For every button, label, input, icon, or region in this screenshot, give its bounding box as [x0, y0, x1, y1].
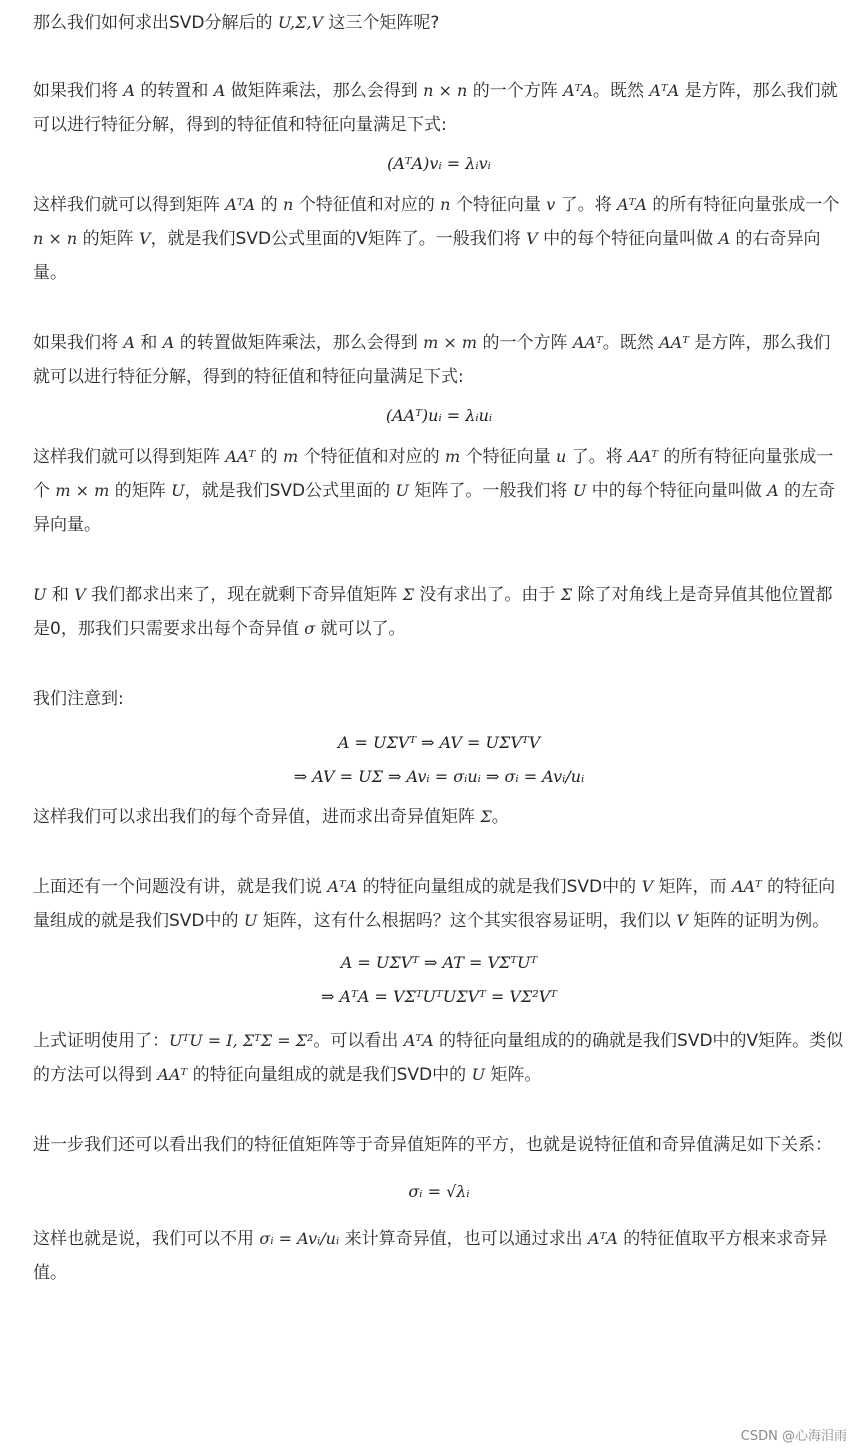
text: 的特征向量组成的就是我们SVD中的 — [187, 1065, 472, 1085]
text: 个特征向量 — [460, 447, 557, 467]
math-inline: n — [440, 195, 451, 214]
text: ，就是我们SVD公式里面的 — [184, 481, 396, 501]
text: 我们都求出来了，现在就剩下奇异值矩阵 — [85, 585, 403, 605]
math-inline: AᵀA — [225, 195, 256, 214]
text: 的矩阵 — [77, 229, 139, 249]
text: 的特征值取平方根来求奇异值。 — [33, 1229, 828, 1283]
math-inline: U — [33, 585, 47, 604]
math-inline: m — [283, 447, 299, 466]
text: 和 — [46, 585, 75, 605]
text: 的特征向量组成的的确就是我们SVD中的V矩阵。类似的方法可以得到 — [33, 1031, 844, 1085]
paragraph-final — [33, 1222, 845, 1290]
math-inline: m × m — [423, 333, 478, 352]
paragraph-eigen-singular-relation: 进一步我们还可以看出我们的特征值矩阵等于奇异值矩阵的平方，也就是说特征值和奇异值满足如下关系： — [33, 1135, 832, 1155]
text: 的矩阵 — [109, 481, 172, 501]
text: 那么我们如何求出SVD分解后的 — [33, 13, 278, 33]
math-inline: n × n — [423, 81, 468, 100]
paragraph-left-singular — [33, 440, 845, 542]
math-inline: AAᵀ — [731, 877, 762, 896]
text: 个特征值和对应的 — [298, 447, 446, 467]
text: 矩阵的证明为例。 — [687, 911, 830, 931]
math-inline: V — [139, 229, 151, 248]
equation-svd-1: A = UΣVᵀ ⇒ AV = UΣVᵀV — [337, 733, 541, 752]
text: 个特征向量 — [450, 195, 547, 215]
text: 。既然 — [602, 333, 660, 353]
math-inline: Σ — [480, 807, 492, 826]
text: 。可以看出 — [313, 1031, 404, 1051]
math-inline: σᵢ = Avᵢ/uᵢ — [259, 1229, 340, 1248]
math-inline: AᵀA — [563, 81, 593, 100]
math-inline: A — [767, 481, 779, 500]
paragraph-aat — [33, 326, 845, 394]
text: 的左奇异向量。 — [33, 481, 836, 535]
text: 的所有特征向量张成一个 — [646, 195, 840, 215]
text: 。既然 — [592, 81, 650, 101]
equation-proof-1: A = UΣVᵀ ⇒ AT = VΣᵀUᵀ — [340, 953, 538, 972]
text: ，就是我们SVD公式里面的V矩阵了。一般我们将 — [150, 229, 527, 249]
text: 这样我们就可以得到矩阵 — [33, 447, 226, 467]
math-inline: A — [123, 333, 135, 352]
equation-proof-2: ⇒ AᵀA = VΣᵀUᵀUΣVᵀ = VΣ²Vᵀ — [321, 987, 557, 1006]
math-inline: AᵀA — [403, 1031, 434, 1050]
watermark: CSDN @心海泪雨 — [740, 1429, 847, 1444]
math-inline: AAᵀ — [572, 333, 603, 352]
text: 矩阵，而 — [653, 877, 732, 897]
math-inline: U — [171, 481, 185, 500]
math-inline: AᵀA — [327, 877, 358, 896]
text: 没有求出了。由于 — [413, 585, 561, 605]
text: 这样也就是说，我们可以不用 — [33, 1229, 260, 1249]
text: 的转置做矩阵乘法，那么会得到 — [174, 333, 424, 353]
math-inline: UᵀU = I, ΣᵀΣ = Σ² — [169, 1031, 314, 1050]
text: 除了对角线上是奇异值其他位置都是0，那我们只需要求出每个奇异值 — [33, 585, 833, 639]
text: 如果我们将 — [33, 333, 124, 353]
text: 矩阵了。一般我们将 — [409, 481, 573, 501]
math-inline: AAᵀ — [225, 447, 256, 466]
text: 就可以了。 — [315, 619, 406, 639]
paragraph-proof-question — [33, 870, 845, 938]
math-inline: AᵀA — [588, 1229, 618, 1248]
paragraph-sigma-result — [33, 800, 845, 834]
text: 矩阵，这有什么根据吗？这个其实很容易证明，我们以 — [257, 911, 677, 931]
math-inline: AᵀA — [649, 81, 680, 100]
text: 做矩阵乘法，那么会得到 — [225, 81, 424, 101]
math-inline: U — [471, 1065, 486, 1084]
math-inline: V — [526, 229, 538, 248]
paragraph-notice: 我们注意到: — [33, 689, 124, 709]
paragraph-proof-conclusion — [33, 1024, 845, 1092]
math-inline: V — [641, 877, 654, 896]
text: 的 — [255, 195, 284, 215]
math-inline: AAᵀ — [157, 1065, 188, 1084]
text: 这样我们可以求出我们的每个奇异值，进而求出奇异值矩阵 — [33, 807, 481, 827]
math-inline: A — [213, 81, 226, 100]
math-inline: AAᵀ — [628, 447, 658, 466]
text: 上面还有一个问题没有讲，就是我们说 — [33, 877, 328, 897]
text: 如果我们将 — [33, 81, 124, 101]
math-inline: Σ — [402, 585, 414, 604]
text: 矩阵。 — [485, 1065, 542, 1085]
math-inline: n — [283, 195, 294, 214]
text: 。 — [491, 807, 509, 827]
math-inline: U,Σ,V — [277, 13, 323, 32]
math-inline: u — [556, 447, 567, 466]
math-inline: U — [243, 911, 258, 930]
math-inline: m × m — [55, 481, 110, 500]
text: 是方阵，那么我们就可以进行特征分解，得到的特征值和特征向量满足下式: — [33, 333, 831, 387]
math-inline: A — [162, 333, 175, 352]
math-inline: V — [676, 911, 688, 930]
math-inline: V — [74, 585, 86, 604]
text: 中的每个特征向量叫做 — [537, 229, 719, 249]
text: 的一个方阵 — [477, 333, 573, 353]
paragraph-sigma — [33, 578, 845, 646]
text: 了。将 — [566, 447, 629, 467]
math-inline: Σ — [560, 585, 573, 604]
text: 中的每个特征向量叫做 — [586, 481, 768, 501]
text: 上式证明使用了： — [33, 1031, 169, 1051]
equation-ata-eigen: (AᵀA)vᵢ = λᵢvᵢ — [387, 154, 491, 173]
text: 个特征值和对应的 — [293, 195, 441, 215]
text: 的特征向量组成的就是我们SVD中的 — [33, 877, 836, 931]
math-inline: U — [572, 481, 587, 500]
text: 的转置和 — [134, 81, 214, 101]
text: 的 — [255, 447, 284, 467]
paragraph-intro — [33, 6, 845, 40]
text: 来计算奇异值，也可以通过求出 — [339, 1229, 589, 1249]
text: 的所有特征向量张成一个 — [33, 447, 834, 501]
text: 是方阵，那么我们就可以进行特征分解，得到的特征值和特征向量满足下式: — [33, 81, 838, 135]
math-inline: v — [546, 195, 556, 214]
paragraph-right-singular — [33, 188, 845, 290]
math-inline: σ — [304, 619, 316, 638]
math-inline: n × n — [33, 229, 78, 248]
text: 这样我们就可以得到矩阵 — [33, 195, 226, 215]
math-inline: m — [445, 447, 461, 466]
text: 的右奇异向量。 — [33, 229, 821, 283]
math-inline: AᵀA — [617, 195, 647, 214]
equation-svd-2: ⇒ AV = UΣ ⇒ Avᵢ = σᵢuᵢ ⇒ σᵢ = Avᵢ/uᵢ — [293, 767, 585, 786]
math-inline: AAᵀ — [659, 333, 689, 352]
text: 的一个方阵 — [467, 81, 564, 101]
math-inline: U — [395, 481, 410, 500]
math-inline: A — [123, 81, 135, 100]
equation-sigma-sqrt: σᵢ = √λᵢ — [408, 1182, 470, 1201]
text: 和 — [134, 333, 163, 353]
text: 了。将 — [555, 195, 618, 215]
equation-aat-eigen: (AAᵀ)uᵢ = λᵢuᵢ — [385, 406, 493, 425]
text: 这三个矩阵呢? — [322, 13, 440, 33]
article-body — [33, 6, 845, 1290]
text: 的特征向量组成的就是我们SVD中的 — [357, 877, 642, 897]
math-inline: A — [718, 229, 731, 248]
paragraph-ata — [33, 74, 845, 142]
